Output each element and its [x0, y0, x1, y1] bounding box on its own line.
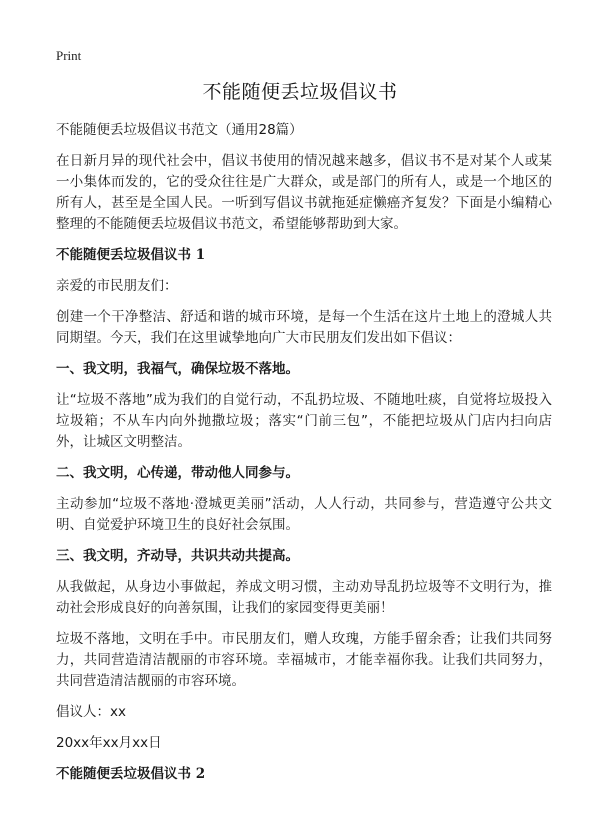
point-3-text: 从我做起，从身边小事做起，养成文明习惯，主动劝导乱扔垃圾等不文明行为，推动社会形成良好的向善氛围，让我们的家园变得更美丽！ [56, 579, 552, 616]
point-1-text: 让“垃圾不落地”成为我们的自觉行动，不乱扔垃圾、不随地吐痰，自觉将垃圾投入垃圾箱；不从车内向外抛撒垃圾；落实“门前三包”，不能把垃圾从门店内扫向店外，让城区文明整洁。 [56, 392, 552, 450]
point-2-heading: 二、我文明，心传递，带动他人同参与。 [56, 465, 299, 481]
intro-paragraph: 在日新月异的现代社会中，倡议书使用的情况越来越多，倡议书不是对某个人或某一小集体而发的，它的受众往往是广大群众，或是部门的所有人，或是一个地区的所有人，甚至是全国人民。一听到写倡议书就拖延症懒癌齐复发？下面是小编精心整理的不能随便丢垃圾倡议书范文，希望能够帮助到大家。 [56, 153, 552, 232]
greeting: 亲爱的市民朋友们： [56, 278, 178, 294]
point-2-text: 主动参加“垃圾不落地·澄城更美丽”活动，人人行动，共同参与，营造遵守公共文明、自觉爱护环境卫生的良好社会氛围。 [56, 496, 552, 533]
section-heading-1: 不能随便丢垃圾倡议书 1 [56, 247, 206, 263]
date: 20xx年xx月xx日 [56, 735, 162, 751]
print-label: Print [56, 48, 82, 63]
signer: 倡议人：xx [56, 704, 126, 720]
point-3-heading: 三、我文明，齐动导，共识共动共提高。 [56, 548, 299, 564]
closing-paragraph: 垃圾不落地，文明在手中。市民朋友们，赠人玫瑰，方能手留余香；让我们共同努力，共同营造清洁靓丽的市容环境。幸福城市，才能幸福你我。让我们共同努力，共同营造清洁靓丽的市容环境。 [56, 631, 552, 689]
section-heading-2: 不能随便丢垃圾倡议书 2 [56, 766, 206, 782]
document-body [56, 120, 552, 785]
opening-paragraph: 创建一个干净整洁、舒适和谐的城市环境，是每一个生活在这片土地上的澄城人共同期望。今天，我们在这里诚挚地向广大市民朋友们发出如下倡议： [56, 309, 552, 346]
document-title: 不能随便丢垃圾倡议书 [202, 81, 398, 103]
document-subtitle: 不能随便丢垃圾倡议书范文（通用28篇） [56, 122, 303, 138]
point-1-heading: 一、我文明，我福气，确保垃圾不落地。 [56, 361, 299, 377]
